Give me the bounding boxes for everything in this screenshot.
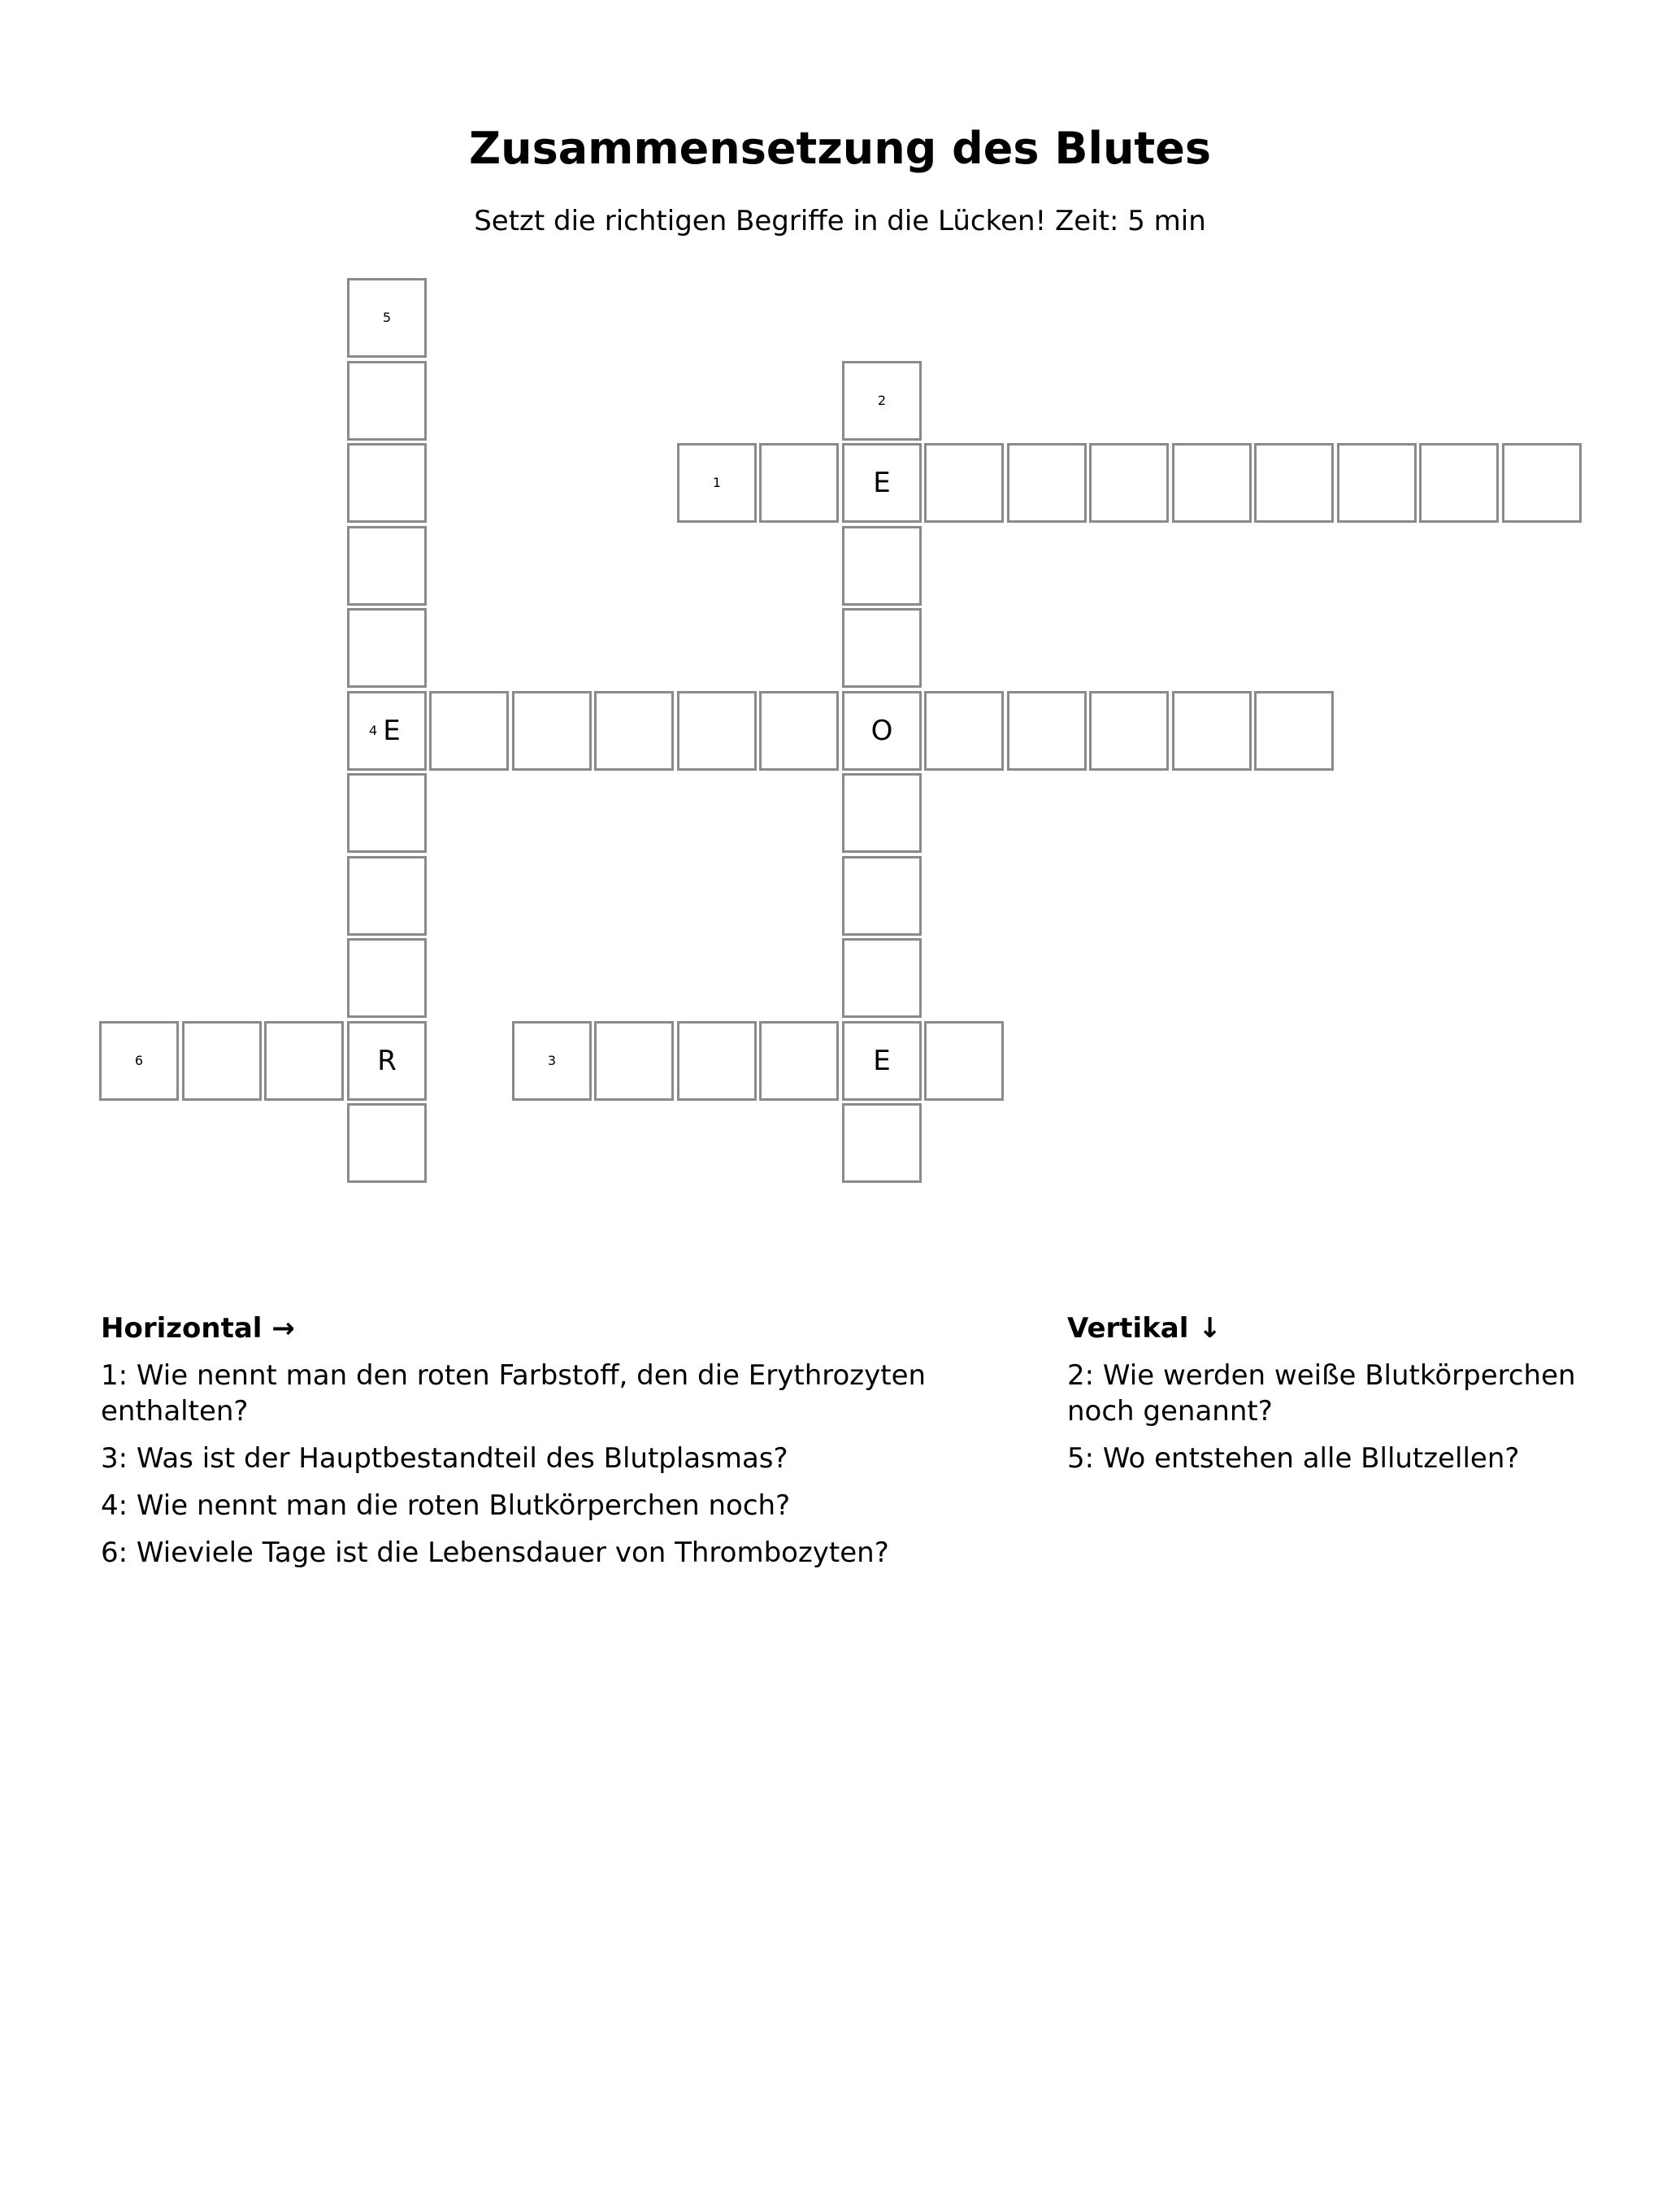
clue-across-6: 6: Wieviele Tage ist die Lebensdauer von Thrombozyten?: [101, 1536, 889, 1569]
crossword-cell[interactable]: [347, 361, 427, 441]
crossword-cell[interactable]: [1007, 691, 1087, 771]
crossword-cell[interactable]: [677, 443, 757, 523]
crossword-cell[interactable]: [759, 443, 839, 523]
clue-across-4: 4: Wie nennt man die roten Blutkörperchen noch?: [101, 1489, 791, 1522]
crossword-cell[interactable]: [594, 1021, 674, 1101]
crossword-cell[interactable]: [842, 443, 922, 523]
crossword-cell[interactable]: [347, 608, 427, 688]
crossword-cell[interactable]: [347, 443, 427, 523]
given-letter: E: [873, 467, 891, 499]
crossword-cell[interactable]: [264, 1021, 344, 1101]
crossword-cell[interactable]: [99, 1021, 179, 1101]
crossword-cell[interactable]: [842, 938, 922, 1018]
crossword-cell[interactable]: [594, 691, 674, 771]
crossword-cell[interactable]: [347, 1021, 427, 1101]
crossword-cell[interactable]: [924, 691, 1004, 771]
crossword-cell[interactable]: [512, 1021, 592, 1101]
crossword-cell[interactable]: [347, 278, 427, 358]
crossword-cell[interactable]: [1089, 443, 1169, 523]
clues-horizontal-heading: Horizontal →: [101, 1312, 295, 1345]
crossword-cell[interactable]: [924, 443, 1004, 523]
crossword-cell[interactable]: [347, 773, 427, 853]
clue-across-1: 1: Wie nennt man den roten Farbstoff, den die Erythrozyten enthalten?: [101, 1359, 927, 1428]
crossword-cell[interactable]: [1172, 443, 1252, 523]
crossword-cell[interactable]: [1419, 443, 1499, 523]
crossword-cell[interactable]: [1089, 691, 1169, 771]
crossword-cell[interactable]: [347, 526, 427, 606]
page-title: Zusammensetzung des Blutes: [468, 123, 1212, 174]
crossword-cell[interactable]: [759, 1021, 839, 1101]
crossword-cell[interactable]: [1172, 691, 1252, 771]
crossword-cell[interactable]: [842, 526, 922, 606]
crossword-cell[interactable]: [1502, 443, 1582, 523]
crossword-cell[interactable]: [842, 1103, 922, 1183]
crossword-cell[interactable]: [1007, 443, 1087, 523]
crossword-cell[interactable]: [677, 691, 757, 771]
crossword-cell[interactable]: [1337, 443, 1417, 523]
crossword-cell[interactable]: [759, 691, 839, 771]
crossword-cell[interactable]: [347, 856, 427, 936]
clues-horizontal: [101, 1310, 987, 1582]
clue-number: 3: [547, 1053, 557, 1068]
clue-number: 5: [382, 310, 392, 325]
clue-down-5: 5: Wo entstehen alle Bllutzellen?: [1067, 1442, 1520, 1475]
given-letter: R: [377, 1045, 397, 1077]
crossword-cell[interactable]: [842, 856, 922, 936]
crossword-cell[interactable]: [182, 1021, 262, 1101]
page-subtitle: Setzt die richtigen Begriffe in die Lücken! Zeit: 5 min: [474, 205, 1206, 237]
crossword-cell[interactable]: [1254, 691, 1334, 771]
crossword-cell[interactable]: [347, 1103, 427, 1183]
clue-number: 1: [712, 475, 722, 490]
crossword-cell[interactable]: [429, 691, 509, 771]
clue-number: 2: [877, 393, 887, 408]
given-letter: O: [870, 715, 893, 747]
crossword-cell[interactable]: [842, 361, 922, 441]
clue-number: 6: [134, 1053, 144, 1068]
clues-vertical: [1067, 1310, 1604, 1488]
clue-across-3: 3: Was ist der Hauptbestandteil des Blutplasmas?: [101, 1442, 788, 1475]
given-letter: E: [383, 715, 401, 747]
crossword-cell[interactable]: [924, 1021, 1004, 1101]
crossword-cell[interactable]: [842, 773, 922, 853]
crossword-cell[interactable]: [677, 1021, 757, 1101]
crossword-cell[interactable]: [1254, 443, 1334, 523]
crossword-cell[interactable]: [347, 938, 427, 1018]
given-letter: E: [873, 1045, 891, 1077]
crossword-cell[interactable]: [842, 691, 922, 771]
clue-down-2: 2: Wie werden weiße Blutkörperchen noch genannt?: [1067, 1359, 1576, 1428]
clue-number: 4: [369, 723, 378, 738]
crossword-cell[interactable]: [512, 691, 592, 771]
crossword-cell[interactable]: [842, 608, 922, 688]
crossword-cell[interactable]: [347, 691, 427, 771]
clues-vertical-heading: Vertikal ↓: [1067, 1312, 1222, 1345]
crossword-cell[interactable]: [842, 1021, 922, 1101]
